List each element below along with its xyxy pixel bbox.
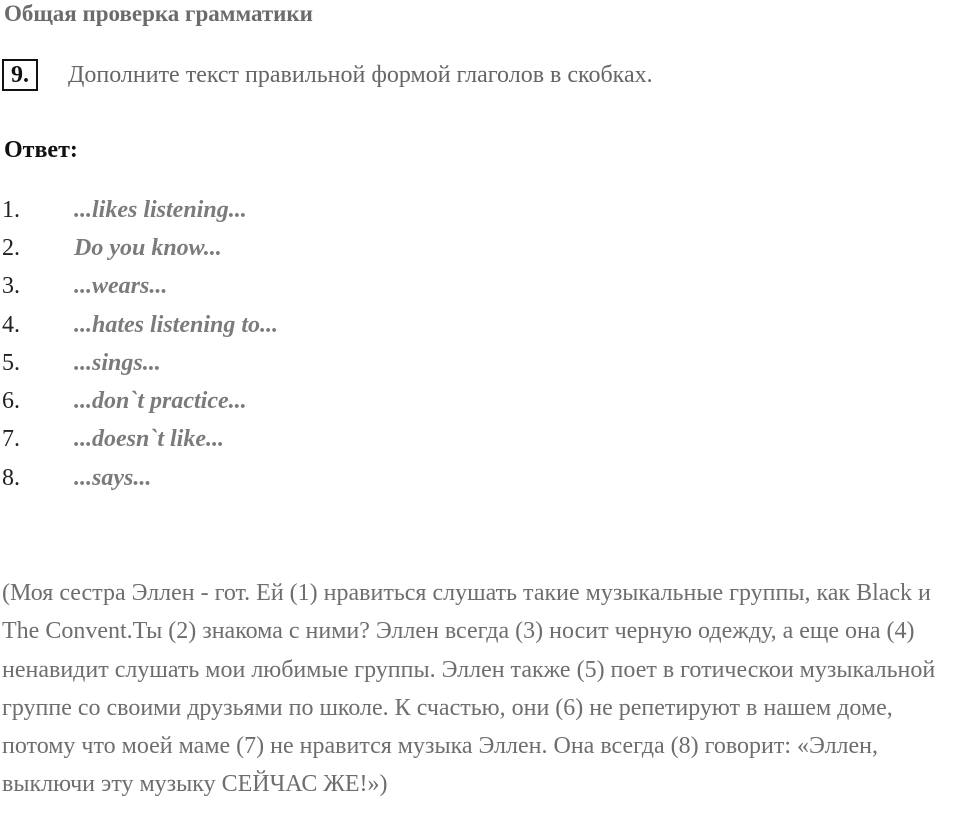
answer-text: ...likes listening... — [74, 196, 247, 223]
answer-item — [0, 306, 278, 344]
answer-number: 2. — [2, 234, 20, 261]
answer-number: 4. — [2, 311, 20, 338]
section-title: Общая проверка грамматики — [4, 1, 313, 26]
task-instruction: Дополните текст правильной формой глаголов в скобках. — [68, 61, 653, 88]
answer-number: 1. — [2, 196, 20, 223]
answer-number: 8. — [2, 464, 20, 491]
answer-text: ...wears... — [74, 273, 168, 300]
answer-item — [0, 344, 278, 382]
answer-heading: Ответ: — [4, 137, 78, 163]
answer-item — [0, 268, 278, 306]
answer-item — [0, 229, 278, 267]
answer-list — [0, 191, 278, 497]
answer-number: 5. — [2, 349, 20, 376]
answer-text: ...says... — [74, 464, 152, 491]
answer-number: 6. — [2, 388, 20, 415]
answer-item — [0, 421, 278, 459]
answer-text: ...doesn`t like... — [74, 426, 224, 453]
translation-paragraph: (Моя сестра Эллен - гот. Ей (1) нравиться слушать такие музыкальные группы, как Black и The Convent.Ты (2) знакома с ними? Эллен всегда (3) носит черную одежду, а еще она (4) ненавидит слушать мои любимые группы. Эллен также (5) поет в готическои музыкальной группе со своими друзьями по школе. К счастью, они (6) не репетируют в нашем доме, потому что моей маме (7) не нравится музыка Эллен. Она всегда (8) говорит: «Эллен, выключи эту музыку СЕЙЧАС ЖЕ!») — [2, 580, 936, 798]
task-header — [2, 58, 653, 92]
answer-text: ...sings... — [74, 349, 161, 376]
answer-text: ...don`t practice... — [74, 388, 247, 415]
answer-item — [0, 382, 278, 420]
answer-item — [0, 459, 278, 497]
answer-item — [0, 191, 278, 229]
answer-text: Do you know... — [74, 234, 222, 261]
answer-number: 3. — [2, 273, 20, 300]
answer-number: 7. — [2, 426, 20, 453]
task-number-badge: 9. — [2, 59, 38, 91]
answer-text: ...hates listening to... — [74, 311, 279, 338]
